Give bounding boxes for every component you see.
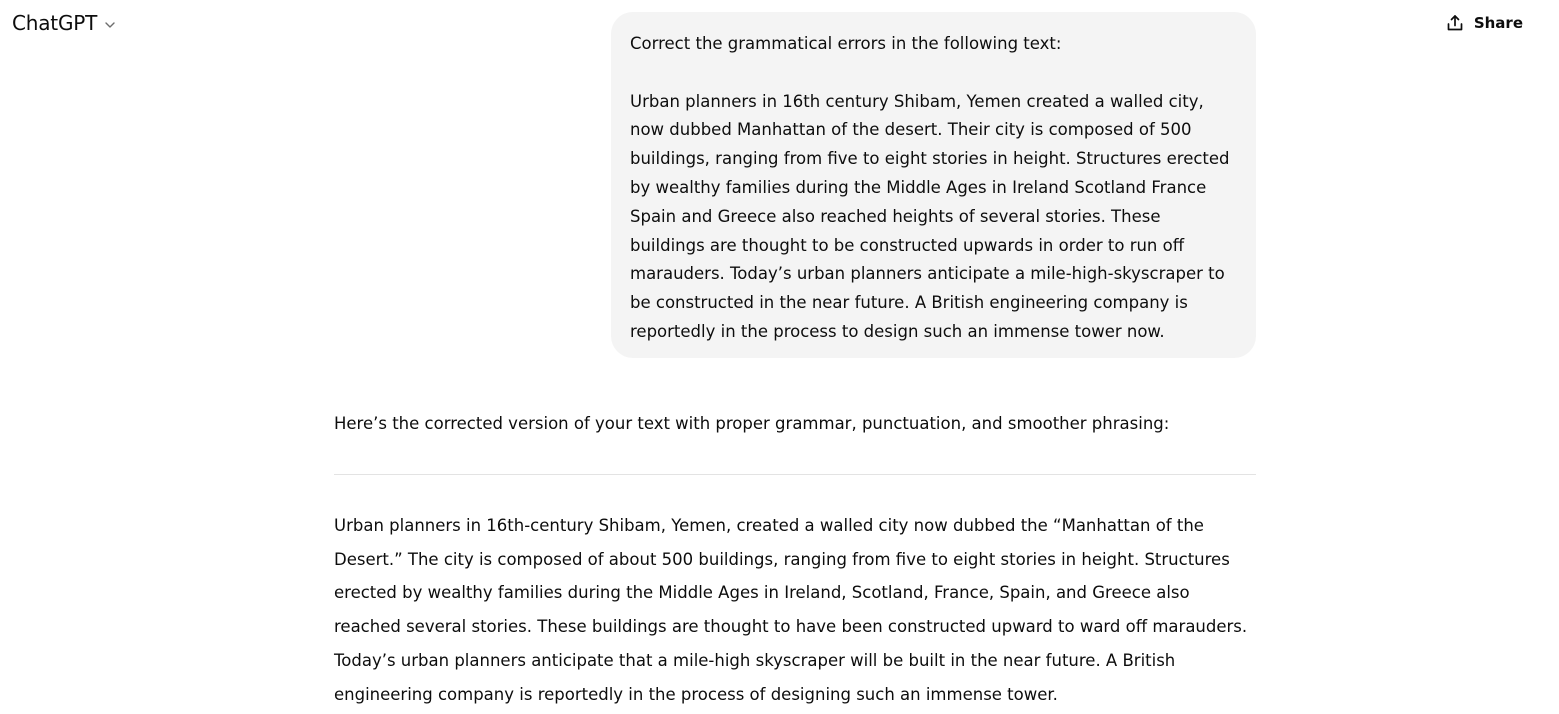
model-switcher[interactable] bbox=[12, 9, 117, 37]
share-icon bbox=[1445, 13, 1465, 33]
model-name: ChatGPT bbox=[12, 11, 98, 35]
user-message-bubble bbox=[611, 12, 1256, 358]
share-label: Share bbox=[1473, 14, 1523, 32]
assistant-corrected-text: Urban planners in 16th-century Shibam, Yemen, created a walled city now dubbed the “Manhattan of the Desert.” The city is composed of about 500 buildings, ranging from five to eight stories in height. Structures erected by wealthy families during the Middle Ages in Ireland, Scotland, France, Spain, and Greece also reached several stories. These buildings are thought to have been constructed upward to ward off marauders. Today’s urban planners anticipate that a mile-high skyscraper will be built in the near future. A British engineering company is reportedly in the process of designing such an immense tower. bbox=[334, 516, 1248, 704]
user-message-body: Urban planners in 16th century Shibam, Yemen created a walled city, now dubbed Manhattan of the desert. Their city is composed of 500 buildings, ranging from five to eight stories in height. Structures erected by wealthy families during the Middle Ages in Ireland Scotland France Spain and Greece also reached heights of several stories. These buildings are thought to be constructed upwards in order to run off marauders. Today’s urban planners anticipate a mile-high-skyscraper to be constructed in the near future. A British engineering company is reportedly in the process to design such an immense tower now. bbox=[630, 91, 1230, 341]
chevron-down-icon bbox=[103, 18, 117, 32]
user-message-instruction: Correct the grammatical errors in the following text: bbox=[630, 34, 1062, 53]
assistant-intro-text: Here’s the corrected version of your text with proper grammar, punctuation, and smoother phrasing: bbox=[334, 414, 1170, 433]
share-button[interactable] bbox=[1445, 11, 1523, 35]
divider bbox=[334, 474, 1256, 475]
assistant-message bbox=[334, 408, 1256, 711]
